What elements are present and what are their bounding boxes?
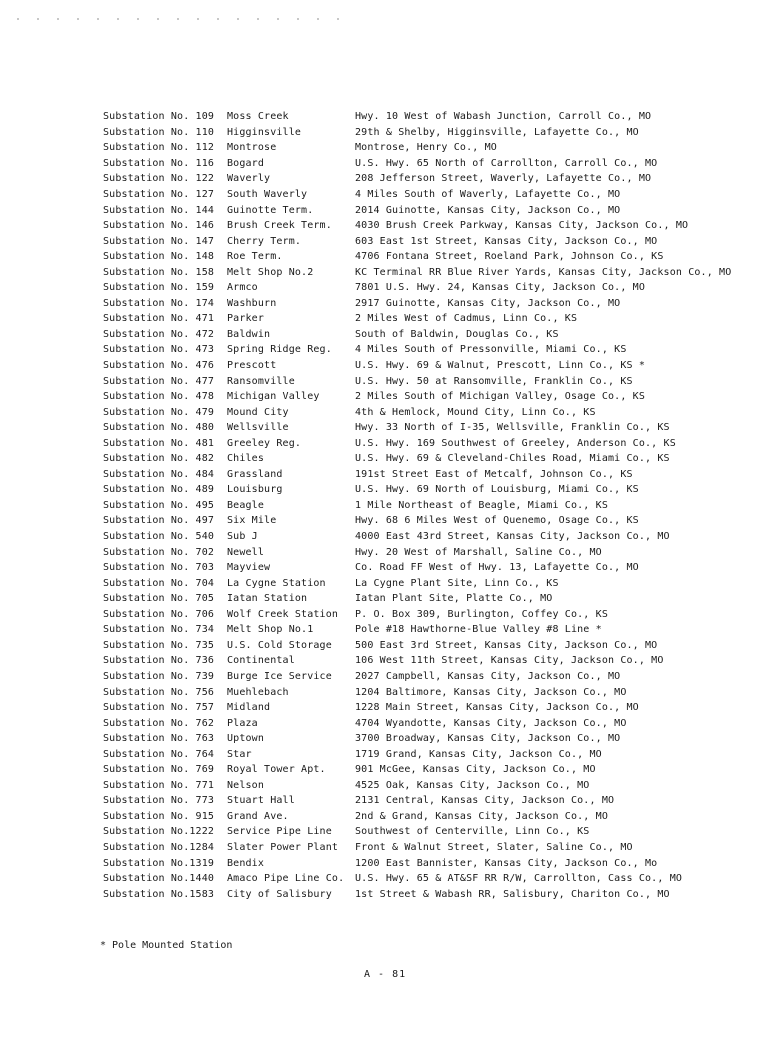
table-row [103,513,763,529]
table-row [103,435,763,451]
substation-location: 4 Miles South of Waverly, Lafayette Co., MO [355,189,621,200]
substation-name: Iatan Station [227,593,308,605]
table-row [103,420,763,436]
substation-number: Substation No.1583 [103,888,215,900]
substation-location: 2nd & Grand, Kansas City, Jackson Co., MO [355,810,608,822]
substation-number: Substation No.1319 [103,857,215,869]
table-row [103,591,763,607]
substation-name: Bendix [227,857,265,869]
substation-number: Substation No. 144 [103,204,215,216]
table-row [103,498,763,514]
substation-number: Substation No. 158 [103,266,215,278]
substation-location: Southwest of Centerville, Linn Co., KS [355,826,590,838]
substation-number: Substation No. 497 [103,515,215,527]
substation-name: Service Pipe Line [227,826,332,838]
substation-location: 1 Mile Northeast of Beagle, Miami Co., KS [355,499,608,511]
substation-number: Substation No. 489 [103,484,215,496]
substation-number: Substation No. 480 [103,422,215,434]
substation-number: Substation No. 757 [103,702,215,714]
substation-name: Grand Ave. [227,810,289,822]
substation-location: 2917 Guinotte, Kansas City, Jackson Co., MO [355,297,621,309]
substation-name: Greeley Reg. [227,437,302,449]
substation-location: 1st Street & Wabash RR, Salisbury, Chariton Co., MO [355,888,670,900]
substation-name: Melt Shop No.1 [227,624,314,636]
substation-name: City of Salisbury [227,888,332,900]
substation-location: 2131 Central, Kansas City, Jackson Co., MO [355,795,615,807]
substation-name: Spring Ridge Reg. [227,344,332,356]
substation-location: 191st Street East of Metcalf, Johnson Co., KS [355,468,633,480]
table-row [103,467,763,483]
table-row [103,622,763,638]
substation-name: South Waverly [227,189,308,200]
substation-number: Substation No. 146 [103,220,215,232]
substation-location: 4 Miles South of Pressonville, Miami Co., KS [355,344,627,356]
substation-name: Higginsville [227,126,302,138]
substation-name: Ransomville [227,375,295,387]
table-row [103,840,763,856]
substation-name: Newell [227,546,265,558]
substation-number: Substation No. 478 [103,391,215,403]
substation-location: 603 East 1st Street, Kansas City, Jackson Co., MO [355,235,658,247]
substation-number: Substation No. 756 [103,686,215,698]
substation-location: Hwy. 68 6 Miles West of Quenemo, Osage Co., KS [355,515,639,527]
substation-name: Nelson [227,779,265,791]
substation-number: Substation No. 148 [103,251,215,263]
substation-name: Roe Term. [227,251,283,263]
substation-number: Substation No. 771 [103,779,215,791]
substation-location: U.S. Hwy. 69 & Cleveland-Chiles Road, Miami Co., KS [355,453,670,465]
table-row [103,529,763,545]
table-row [103,311,763,327]
substation-location: 901 McGee, Kansas City, Jackson Co., MO [355,764,596,776]
substation-number: Substation No. 159 [103,282,215,294]
substation-number: Substation No. 734 [103,624,215,636]
substation-location: 4000 East 43rd Street, Kansas City, Jackson Co., MO [355,531,670,543]
substation-number: Substation No. 471 [103,313,215,325]
substation-name: Beagle [227,499,265,511]
table-row [103,855,763,871]
substation-name: Uptown [227,733,265,745]
substation-location: 2 Miles South of Michigan Valley, Osage Co., KS [355,391,646,403]
substation-name: Guinotte Term. [227,204,314,216]
substation-name: Prescott [227,360,277,372]
substation-name: La Cygne Station [227,577,326,589]
substation-name: Stuart Hall [227,795,295,807]
substation-name: Chiles [227,453,265,465]
table-row [103,327,763,343]
table-row [103,109,763,125]
substation-name: Wolf Creek Station [227,608,339,620]
substation-number: Substation No. 481 [103,437,215,449]
table-row [103,746,763,762]
substation-location: 1200 East Bannister, Kansas City, Jackson Co., Mo [355,857,658,869]
substation-name: Amaco Pipe Line Co. [227,873,345,885]
table-row [103,125,763,141]
substation-number: Substation No.1440 [103,873,215,885]
table-row [103,358,763,374]
substation-location: U.S. Hwy. 69 North of Louisburg, Miami Co., KS [355,484,639,496]
table-row [103,249,763,265]
substation-location: Iatan Plant Site, Platte Co., MO [355,593,553,605]
substation-location: 4030 Brush Creek Parkway, Kansas City, Jackson Co., MO [355,220,689,232]
substation-name: Moss Creek [227,111,289,123]
substation-location: La Cygne Plant Site, Linn Co., KS [355,577,559,589]
table-row [103,560,763,576]
substation-location: Hwy. 20 West of Marshall, Saline Co., MO [355,546,602,558]
substation-location: 4706 Fontana Street, Roeland Park, Johnson Co., KS [355,251,664,263]
substation-location: South of Baldwin, Douglas Co., KS [355,328,559,340]
substation-number: Substation No. 116 [103,157,215,169]
substation-number: Substation No. 112 [103,142,215,154]
substation-name: Star [227,748,252,760]
substation-number: Substation No. 705 [103,593,215,605]
substation-name: Mound City [227,406,289,418]
substation-name: Burge Ice Service [227,670,332,682]
substation-location: Co. Road FF West of Hwy. 13, Lafayette Co., MO [355,562,639,574]
substation-location: KC Terminal RR Blue River Yards, Kansas City, Jackson Co., MO [355,266,732,278]
substation-location: 29th & Shelby, Higginsville, Lafayette Co., MO [355,126,639,138]
table-row [103,264,763,280]
substation-number: Substation No. 122 [103,173,215,185]
substation-location: 208 Jefferson Street, Waverly, Lafayette Co., MO [355,173,652,185]
substation-name: Muehlebach [227,686,289,698]
table-row [103,715,763,731]
substation-location: U.S. Hwy. 65 North of Carrollton, Carroll Co., MO [355,157,658,169]
substation-name: Melt Shop No.2 [227,266,314,278]
substation-number: Substation No.1222 [103,826,215,838]
substation-name: Bogard [227,157,265,169]
footnote: * Pole Mounted Station [100,940,233,951]
substation-location: 4525 Oak, Kansas City, Jackson Co., MO [355,779,590,791]
substation-name: Parker [227,313,265,325]
substation-number: Substation No. 704 [103,577,215,589]
substation-number: Substation No. 915 [103,810,215,822]
substation-name: Continental [227,655,295,667]
substation-number: Substation No. 762 [103,717,215,729]
substation-location: 2014 Guinotte, Kansas City, Jackson Co., MO [355,204,621,216]
substation-number: Substation No. 147 [103,235,215,247]
substation-name: Armco [227,282,258,294]
substation-name: Royal Tower Apt. [227,764,326,776]
table-row [103,653,763,669]
substation-name: Cherry Term. [227,235,302,247]
substation-location: 1719 Grand, Kansas City, Jackson Co., MO [355,748,602,760]
table-row [103,762,763,778]
table-row [103,638,763,654]
substation-number: Substation No. 109 [103,111,215,123]
substation-name: Brush Creek Term. [227,220,332,232]
table-row [103,684,763,700]
substation-number: Substation No. 540 [103,531,215,543]
substation-location: 2027 Campbell, Kansas City, Jackson Co., MO [355,670,621,682]
table-row [103,886,763,902]
substation-number: Substation No. 473 [103,344,215,356]
substation-number: Substation No. 703 [103,562,215,574]
substation-name: Plaza [227,717,258,729]
substation-location: 1204 Baltimore, Kansas City, Jackson Co., MO [355,686,627,698]
table-row [103,373,763,389]
scan-artifact-dots [8,17,348,21]
substation-number: Substation No. 773 [103,795,215,807]
substation-number: Substation No. 764 [103,748,215,760]
substation-number: Substation No. 735 [103,639,215,651]
substation-location: 500 East 3rd Street, Kansas City, Jackson Co., MO [355,639,658,651]
substation-name: Baldwin [227,328,271,340]
substation-location: U.S. Hwy. 169 Southwest of Greeley, Anderson Co., KS [355,437,676,449]
substation-location: P. O. Box 309, Burlington, Coffey Co., KS [355,608,608,620]
substation-location: 7801 U.S. Hwy. 24, Kansas City, Jackson Co., MO [355,282,646,294]
substation-number: Substation No. 479 [103,406,215,418]
table-row [103,824,763,840]
table-row [103,482,763,498]
substation-location: 4704 Wyandotte, Kansas City, Jackson Co., MO [355,717,627,729]
table-row [103,871,763,887]
substation-number: Substation No. 477 [103,375,215,387]
substation-location: Montrose, Henry Co., MO [355,142,497,154]
substation-name: Washburn [227,297,277,309]
substation-location: 2 Miles West of Cadmus, Linn Co., KS [355,313,578,325]
substation-location: 106 West 11th Street, Kansas City, Jackson Co., MO [355,655,664,667]
substation-location: 4th & Hemlock, Mound City, Linn Co., KS [355,406,596,418]
substation-location: Hwy. 33 North of I-35, Wellsville, Franklin Co., KS [355,422,670,434]
substation-name: Sub J [227,531,258,543]
substation-name: Michigan Valley [227,391,320,403]
substation-number: Substation No. 472 [103,328,215,340]
substation-name: Louisburg [227,484,283,496]
substation-name: U.S. Cold Storage [227,639,332,651]
table-row [103,202,763,218]
table-row [103,793,763,809]
substation-number: Substation No. 736 [103,655,215,667]
substation-number: Substation No. 763 [103,733,215,745]
substation-name: Montrose [227,142,277,154]
table-row [103,575,763,591]
substation-location: 3700 Broadway, Kansas City, Jackson Co., MO [355,733,621,745]
substation-name: Six Mile [227,515,277,527]
table-row [103,171,763,187]
table-row [103,280,763,296]
substation-number: Substation No. 476 [103,360,215,372]
substation-number: Substation No. 482 [103,453,215,465]
substation-number: Substation No.1284 [103,841,215,853]
substation-name: Grassland [227,468,283,480]
substation-location: U.S. Hwy. 65 & AT&SF RR R/W, Carrollton, Cass Co., MO [355,873,683,885]
table-row [103,778,763,794]
table-row [103,607,763,623]
substation-name: Wellsville [227,422,289,434]
substation-number: Substation No. 127 [103,189,215,200]
substation-location: Hwy. 10 West of Wabash Junction, Carroll Co., MO [355,111,652,123]
substation-number: Substation No. 495 [103,499,215,511]
substation-location: U.S. Hwy. 69 & Walnut, Prescott, Linn Co., KS * [355,360,646,372]
table-row [103,233,763,249]
substation-name: Slater Power Plant [227,841,339,853]
substation-location: Front & Walnut Street, Slater, Saline Co., MO [355,841,633,853]
table-row [103,296,763,312]
substation-name: Mayview [227,562,271,574]
table-row [103,669,763,685]
table-row [103,342,763,358]
substation-name: Waverly [227,173,271,185]
table-row [103,451,763,467]
table-row [103,218,763,234]
substation-location: Pole #18 Hawthorne-Blue Valley #8 Line * [355,624,602,636]
table-row [103,389,763,405]
substation-number: Substation No. 702 [103,546,215,558]
substation-list [103,109,763,902]
page-number: A - 81 [364,969,407,980]
substation-number: Substation No. 706 [103,608,215,620]
substation-name: Midland [227,702,271,714]
table-row [103,140,763,156]
substation-number: Substation No. 739 [103,670,215,682]
table-row [103,544,763,560]
table-row [103,404,763,420]
substation-number: Substation No. 174 [103,297,215,309]
substation-number: Substation No. 769 [103,764,215,776]
substation-number: Substation No. 110 [103,126,215,138]
table-row [103,809,763,825]
table-row [103,156,763,172]
substation-location: 1228 Main Street, Kansas City, Jackson Co., MO [355,702,639,714]
table-row [103,731,763,747]
table-row [103,700,763,716]
substation-location: U.S. Hwy. 50 at Ransomville, Franklin Co., KS [355,375,633,387]
substation-number: Substation No. 484 [103,468,215,480]
table-row [103,187,763,203]
